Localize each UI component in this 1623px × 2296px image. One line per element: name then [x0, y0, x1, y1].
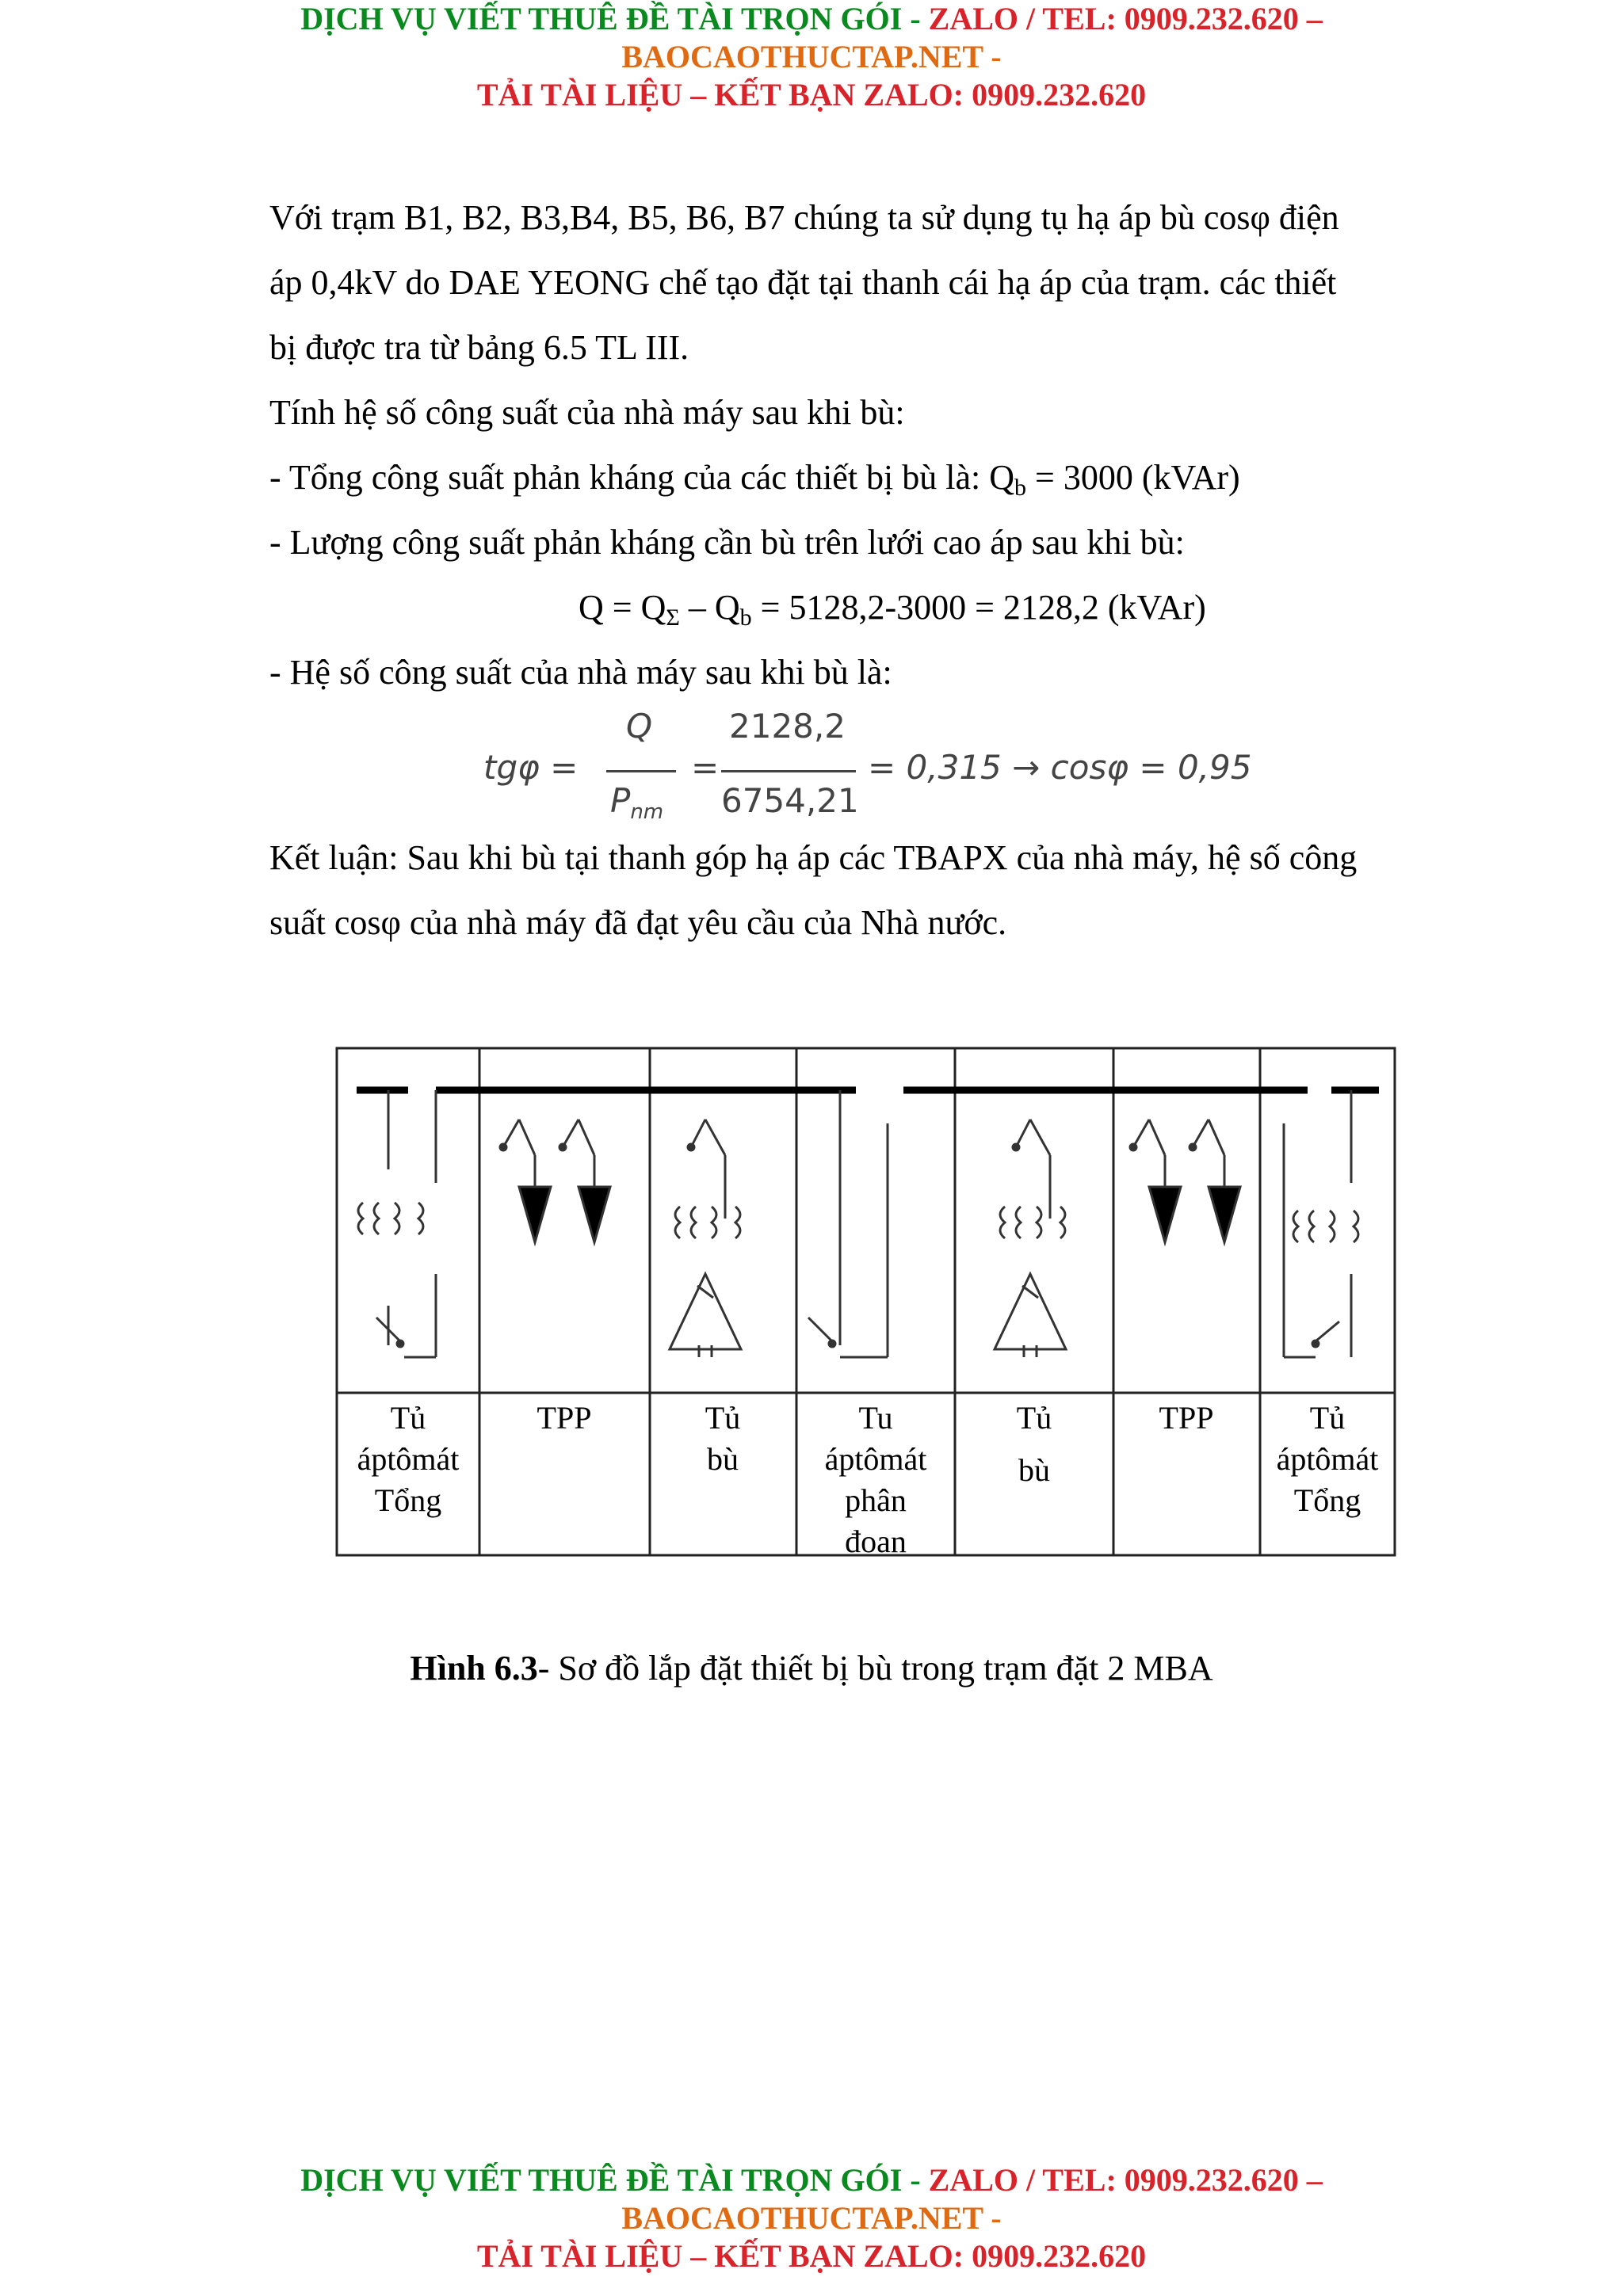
formula-den-1: $P_{nm}$: [610, 781, 664, 824]
diagram-label-4-line-3: phân: [845, 1482, 907, 1518]
paragraph-4: - Lượng công suất phản kháng cần bù trên lưới cao áp sau khi bù:: [269, 523, 1185, 562]
compensation-diagram: [333, 1044, 1399, 1559]
formula-num-2: 2128,2: [729, 707, 846, 746]
diagram-label-3-line-1: Tủ: [705, 1400, 741, 1436]
conclusion-line-1: Kết luận: Sau khi bù tại thanh góp hạ áp các TBAPX của nhà máy, hệ số công: [269, 838, 1358, 877]
diagram-label-1-line-2: áptômát: [357, 1441, 460, 1477]
diagram-label-5-line-2: bù: [1018, 1452, 1050, 1488]
paragraph-3: - Tổng công suất phản kháng của các thiết bị bù là: $Q_b = 3000$ (kVAr): [269, 458, 1240, 501]
footer-website: BAOCAOTHUCTAP.NET -: [621, 2200, 1002, 2236]
main-breaker-symbol-right: [1284, 1090, 1358, 1357]
main-breaker-symbol-left: [358, 1090, 436, 1357]
tpp-symbol-right: [1130, 1119, 1240, 1242]
power-factor-formula: [483, 707, 1276, 832]
footer-service-text: DỊCH VỤ VIẾT THUÊ ĐỀ TÀI TRỌN GÓI -: [300, 2162, 929, 2198]
diagram-label-4-line-1: Tu: [858, 1400, 893, 1436]
diagram-label-4-line-4: đoan: [845, 1524, 907, 1559]
capacitor-bank-symbol-left: [670, 1119, 741, 1357]
figure-caption: [0, 1648, 1623, 1688]
diagram-label-4-line-2: áptômát: [824, 1441, 927, 1477]
header-service-text: DỊCH VỤ VIẾT THUÊ ĐỀ TÀI TRỌN GÓI -: [300, 1, 929, 36]
conclusion-line-2: suất cosφ của nhà máy đã đạt yêu cầu của Nhà nước.: [269, 903, 1007, 942]
formula-den-2: 6754,21: [721, 781, 859, 820]
paragraph-1-line-3: bị được tra từ bảng 6.5 TL III.: [269, 328, 689, 367]
footer-download-text: TẢI TÀI LIỆU – KẾT BẠN ZALO: 0909.232.620: [476, 2238, 1147, 2274]
diagram-label-7-line-3: Tổng: [1293, 1482, 1361, 1518]
header-download-text: TẢI TÀI LIỆU – KẾT BẠN ZALO: 0909.232.620: [476, 77, 1147, 113]
paragraph-1-line-1: Với trạm B1, B2, B3,B4, B5, B6, B7 chúng ta sử dụng tụ hạ áp bù cosφ điện: [269, 198, 1339, 237]
diagram-label-2-line-1: TPP: [537, 1400, 592, 1436]
formula-lhs: tgφ =: [483, 748, 579, 787]
diagram-label-5-line-1: Tủ: [1016, 1400, 1052, 1436]
diagram-label-3-line-2: bù: [707, 1441, 739, 1477]
paragraph-2: Tính hệ số công suất của nhà máy sau khi bù:: [269, 393, 905, 432]
section-breaker-symbol: [808, 1090, 888, 1357]
footer-line-1: [0, 2161, 1623, 2199]
diagram-frame: [337, 1048, 1395, 1555]
caption-text: - Sơ đồ lắp đặt thiết bị bù trong trạm đặt 2 MBA: [537, 1649, 1213, 1688]
formula-num-1: Q: [626, 707, 653, 746]
formula-eq: =: [691, 748, 720, 787]
header-website: BAOCAOTHUCTAP.NET -: [621, 39, 1002, 74]
paragraph-1-line-2: áp 0,4kV do DAE YEONG chế tạo đặt tại thanh cái hạ áp của trạm. các thiết: [269, 263, 1337, 302]
diagram-label-1-line-3: Tổng: [374, 1482, 442, 1518]
fraction-bar-1: [606, 770, 676, 772]
formula-rhs: = 0,315 → cosφ = 0,95: [868, 748, 1252, 787]
paragraph-5: - Hệ số công suất của nhà máy sau khi bù là:: [269, 653, 892, 692]
header-contact-text: ZALO / TEL: 0909.232.620 –: [928, 1, 1323, 36]
capacitor-bank-symbol-right: [995, 1119, 1066, 1357]
equation-1: $Q = Q_\Sigma - Q_b = 5128,2-3000 = 2128,2$ (kVAr): [579, 588, 1206, 631]
diagram-label-6-line-1: TPP: [1159, 1400, 1214, 1436]
fraction-bar-2: [721, 770, 856, 772]
footer-contact-text: ZALO / TEL: 0909.232.620 –: [928, 2162, 1323, 2198]
diagram-label-1-line-1: Tủ: [390, 1400, 426, 1436]
footer-banner: [0, 2161, 1623, 2275]
header-banner: [0, 0, 1623, 114]
caption-number: Hình 6.3: [410, 1649, 538, 1688]
diagram-label-7-line-2: áptômát: [1276, 1441, 1379, 1477]
tpp-symbol-left: [500, 1119, 610, 1242]
header-line-1: [0, 0, 1623, 38]
diagram-label-7-line-1: Tủ: [1309, 1400, 1346, 1436]
